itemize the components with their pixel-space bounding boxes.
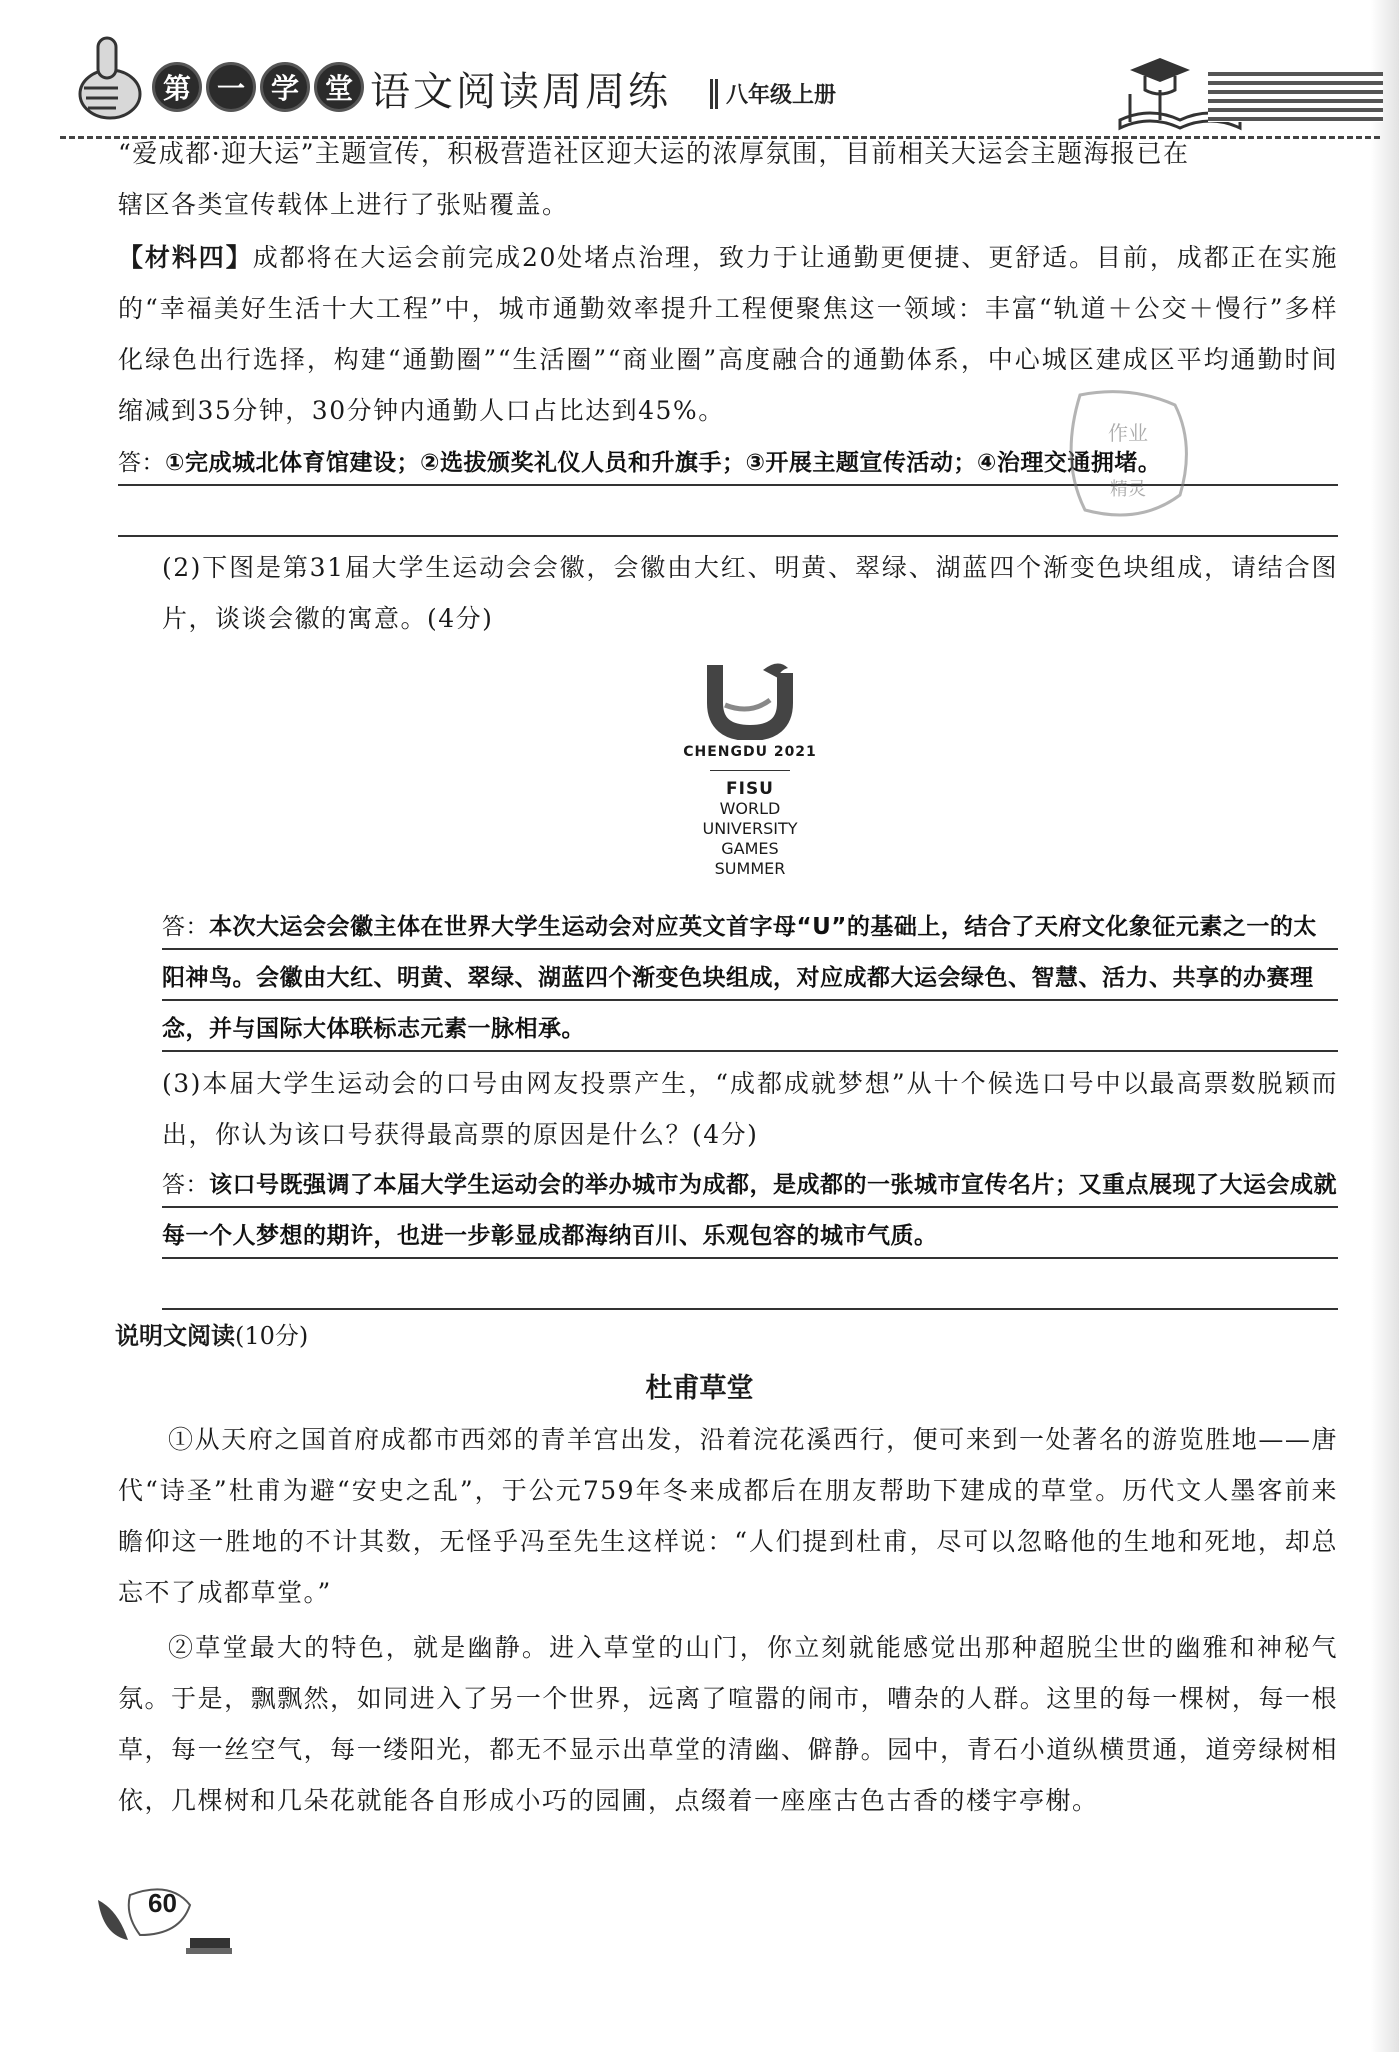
stamp-top-text: 作业 xyxy=(1108,421,1148,445)
emblem-text-line: GAMES xyxy=(721,839,779,858)
emblem-u-mark xyxy=(705,660,795,740)
emblem-text-line: SUMMER xyxy=(714,859,786,878)
brand-badge: 学 xyxy=(260,62,310,112)
series-title: 语文阅读周周练 xyxy=(370,69,671,115)
article-paragraph-one: ①从天府之国首府成都市西郊的青羊宫出发，沿着浣花溪西行，便可来到一处著名的游览胜地——唐代“诗圣”杜甫为避“安史之乱”，于公元759年冬来成都后在朋友帮助下建成的草堂。历代文人墨客前来瞻仰这一胜地的不计其数，无怪乎冯至先生这样说：“人们提到杜甫，尽可以忽略他的生地和死地，却总忘不了成都草堂。” xyxy=(118,1425,1338,1607)
emblem-text-line: WORLD xyxy=(719,799,781,818)
article-title: 杜甫草堂 xyxy=(645,1373,754,1404)
paragraph-line: 辖区各类宣传载体上进行了张贴覆盖。 xyxy=(118,190,569,219)
page-header xyxy=(60,20,1380,130)
emblem-text-line: UNIVERSITY xyxy=(702,819,798,838)
section-points: (10分) xyxy=(235,1322,309,1350)
emblem-org: FISU xyxy=(726,779,774,799)
games-emblem xyxy=(650,660,850,890)
header-stripes xyxy=(1208,72,1383,122)
grade-label xyxy=(710,78,836,109)
answer-text: ①完成城北体育馆建设；②选拔颁奖礼仪人员和升旗手；③开展主题宣传活动；④治理交通拥堵。 xyxy=(165,450,1162,476)
emblem-divider xyxy=(710,770,790,771)
brand-badge: 堂 xyxy=(314,62,364,112)
article-paragraph-two: ②草堂最大的特色，就是幽静。进入草堂的山门，你立刻就能感觉出那种超脱尘世的幽雅和神秘气氛。于是，飘飘然，如同进入了另一个世界，远离了喧嚣的闹市，嘈杂的人群。这里的每一棵树，每一根草，每一丝空气，每一缕阳光，都无不显示出草堂的清幽、僻静。园中，青石小道纵横贯通，道旁绿树相依，几棵树和几朵花就能各自形成小巧的园圃，点缀着一座座古色古香的楼宇亭榭。 xyxy=(118,1633,1338,1815)
material-label: 【材料四】 xyxy=(118,243,253,272)
brand-badge: 一 xyxy=(206,62,256,112)
answer-underline xyxy=(162,1050,1338,1052)
grade-bar-icon xyxy=(710,79,720,109)
section-title: 说明文阅读 xyxy=(115,1322,235,1350)
brand-badges xyxy=(152,62,364,112)
answer-three xyxy=(162,1160,1338,1262)
emblem-city-year: CHENGDU 2021 xyxy=(683,744,817,760)
brand-badge: 第 xyxy=(152,62,202,112)
thumbs-up-icon xyxy=(70,32,150,127)
paragraph-line: “爱成都·迎大运”主题宣传，积极营造社区迎大运的浓厚氛围，目前相关大运会主题海报已在 xyxy=(118,139,1190,168)
answer-two xyxy=(162,902,1338,1055)
watermark-stamp xyxy=(1060,385,1195,525)
page-edge-shadow xyxy=(1371,0,1399,2052)
answer-underline xyxy=(162,1206,1338,1208)
answer-underline xyxy=(162,948,1338,950)
question-three xyxy=(162,1058,1338,1160)
answer-underline xyxy=(118,535,1338,537)
answer-underline xyxy=(162,999,1338,1001)
grade-text: 八年级上册 xyxy=(726,83,837,108)
answer-underline xyxy=(162,1257,1338,1259)
answer-lead: 答： xyxy=(162,1172,209,1198)
answer-lead: 答： xyxy=(162,914,209,940)
question-text: (3)本届大学生运动会的口号由网友投票产生，“成都成就梦想”从十个候选口号中以最高票数脱颖而出，你认为该口号获得最高票的原因是什么？(4分) xyxy=(162,1069,1338,1149)
page-number: 60 xyxy=(148,1888,177,1918)
question-two xyxy=(162,542,1338,644)
material-three-tail xyxy=(118,128,1338,230)
answer-lead: 答： xyxy=(118,450,165,476)
question-text: (2)下图是第31届大学生运动会会徽，会徽由大红、明黄、翠绿、湖蓝四个渐变色块组成，请结合图片，谈谈会徽的寓意。(4分) xyxy=(162,553,1338,633)
section-heading xyxy=(115,1316,308,1351)
material-text: 成都将在大运会前完成20处堵点治理，致力于让通勤更便捷、更舒适。目前，成都正在实施的“幸福美好生活十大工程”中，城市通勤效率提升工程便聚焦这一领域：丰富“轨道＋公交＋慢行”多样化绿色出行选择，构建“通勤圈”“生活圈”“商业圈”高度融合的通勤体系，中心城区建成区平均通勤时间缩减到35分钟，30分钟内通勤人口占比达到45%。 xyxy=(118,243,1338,425)
stamp-bottom-text: 精灵 xyxy=(1110,479,1146,500)
answer-underline xyxy=(162,1308,1338,1310)
answer-text: 该口号既强调了本届大学生运动会的举办城市为成都，是成都的一张城市宣传名片；又重点展现了大运会成就每一个人梦想的期许，也进一步彰显成都海纳百川、乐观包容的城市气质。 xyxy=(162,1172,1337,1249)
answer-text: 本次大运会会徽主体在世界大学生运动会对应英文首字母“U”的基础上，结合了天府文化象征元素之一的太阳神鸟。会徽由大红、明黄、翠绿、湖蓝四个渐变色块组成，对应成都大运会绿色、智慧、活力、共享的办赛理念，并与国际大体联标志元素一脉相承。 xyxy=(162,914,1317,1042)
